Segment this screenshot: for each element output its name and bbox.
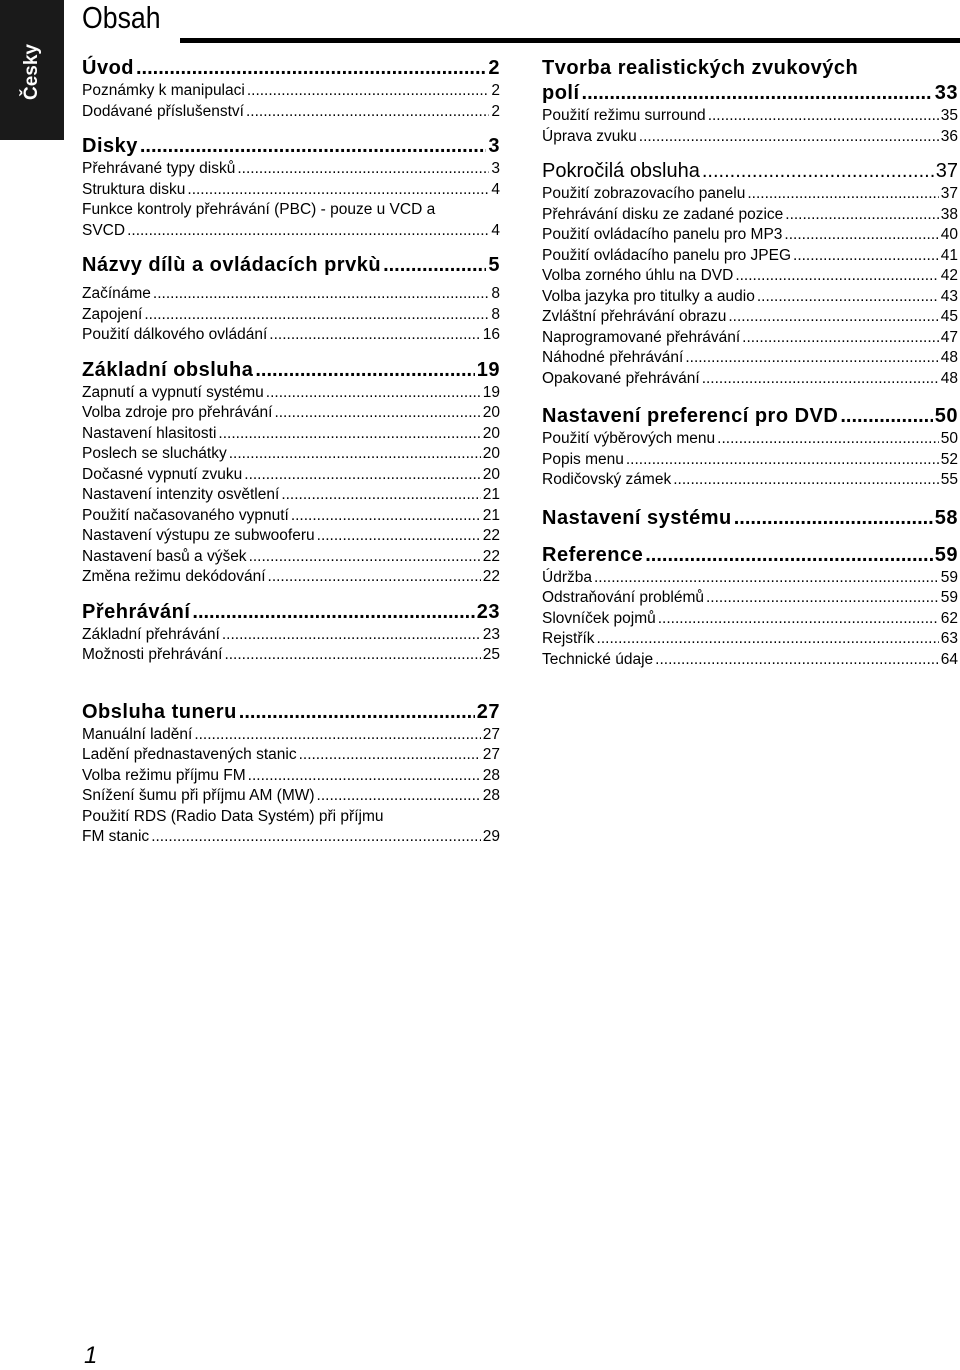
toc-entry[interactable]: Nastavení výstupu ze subwooferu ..... 22: [82, 526, 500, 547]
toc-entry[interactable]: FM stanic ..... 29: [82, 827, 500, 848]
toc-heading[interactable]: Úvod ..... 2: [82, 56, 500, 81]
toc-section-zakladni-obsluha: [82, 358, 500, 588]
toc-entry[interactable]: Funkce kontroly přehrávání (PBC) - pouze u VCD a: [82, 201, 436, 218]
toc-entry[interactable]: Nastavení hlasitosti ..... 20: [82, 424, 500, 445]
toc-section-tuner: [82, 700, 500, 848]
toc-heading[interactable]: Přehrávání ..... 23: [82, 600, 500, 625]
toc-entry[interactable]: Zapojení ..... 8: [82, 305, 500, 326]
toc-entry[interactable]: Použití ovládacího panelu pro JPEG ..... 41: [542, 246, 958, 267]
toc-section-disky: [82, 134, 500, 241]
page-number: 1: [84, 1342, 98, 1369]
toc-heading[interactable]: Nastavení preferencí pro DVD ..... 50: [542, 404, 958, 429]
toc-entry[interactable]: Použití ovládacího panelu pro MP3 ..... 40: [542, 225, 958, 246]
toc-entry[interactable]: Nastavení basů a výšek ..... 22: [82, 547, 500, 568]
toc-heading[interactable]: Názvy dílù a ovládacích prvkù ..... 5: [82, 253, 500, 278]
toc-section-pokrocila: [542, 159, 958, 389]
toc-heading[interactable]: Pokročilá obsluha ..... 37: [542, 159, 958, 184]
toc-entry[interactable]: Dočasné vypnutí zvuku ..... 20: [82, 465, 500, 486]
toc-heading-line[interactable]: Tvorba realistických zvukových: [542, 57, 859, 79]
toc-entry[interactable]: Volba zorného úhlu na DVD ..... 42: [542, 266, 958, 287]
toc-heading[interactable]: Základní obsluha ..... 19: [82, 358, 500, 383]
toc-section-reference: [542, 543, 958, 671]
toc-entry[interactable]: Dodávané příslušenství ..... 2: [82, 102, 500, 123]
toc-entry[interactable]: Technické údaje ..... 64: [542, 650, 958, 671]
toc-entry[interactable]: Použití zobrazovacího panelu ..... 37: [542, 184, 958, 205]
toc-entry[interactable]: Zvláštní přehrávání obrazu ..... 45: [542, 307, 958, 328]
toc-entry[interactable]: Struktura disku ..... 4: [82, 180, 500, 201]
page-title: Obsah: [82, 0, 161, 35]
toc-section-nazvy: [82, 253, 500, 346]
toc-heading[interactable]: polí ..... 33: [542, 81, 958, 106]
toc-entry[interactable]: Náhodné přehrávání ..... 48: [542, 348, 958, 369]
toc-section-nastaveni-systemu: [542, 506, 958, 531]
toc-heading[interactable]: Reference ..... 59: [542, 543, 958, 568]
toc-entry[interactable]: Použití načasovaného vypnutí ..... 21: [82, 506, 500, 527]
toc-entry[interactable]: Poslech se sluchátky ..... 20: [82, 444, 500, 465]
toc-entry[interactable]: Volba zdroje pro přehrávání ..... 20: [82, 403, 500, 424]
toc-entry[interactable]: Manuální ladění ..... 27: [82, 725, 500, 746]
toc-entry[interactable]: Slovníček pojmů ..... 62: [542, 609, 958, 630]
toc-entry[interactable]: Volba režimu příjmu FM ..... 28: [82, 766, 500, 787]
toc-section-zvukova-pole: [542, 56, 958, 147]
toc-entry[interactable]: Přehrávání disku ze zadané pozice ..... 38: [542, 205, 958, 226]
toc-entry[interactable]: Naprogramované přehrávání ..... 47: [542, 328, 958, 349]
toc-section-uvod: [82, 56, 500, 122]
toc-entry[interactable]: Snížení šumu při příjmu AM (MW) ..... 28: [82, 786, 500, 807]
toc-entry[interactable]: Zapnutí a vypnutí systému ..... 19: [82, 383, 500, 404]
toc-entry[interactable]: Opakované přehrávání ..... 48: [542, 369, 958, 390]
toc-entry[interactable]: Nastavení intenzity osvětlení ..... 21: [82, 485, 500, 506]
toc-entry[interactable]: Použití RDS (Radio Data Systém) při příjmu: [82, 807, 384, 825]
toc-entry[interactable]: Ladění přednastavených stanic ..... 27: [82, 745, 500, 766]
toc-heading[interactable]: Disky ..... 3: [82, 134, 500, 159]
toc-entry[interactable]: Základní přehrávání ..... 23: [82, 625, 500, 646]
toc-entry[interactable]: Změna režimu dekódování ..... 22: [82, 567, 500, 588]
language-tab: [0, 0, 64, 140]
toc-entry[interactable]: Použití režimu surround ..... 35: [542, 106, 958, 127]
toc-entry[interactable]: Údržba ..... 59: [542, 568, 958, 589]
toc-entry[interactable]: Použití výběrových menu ..... 50: [542, 429, 958, 450]
toc-entry[interactable]: Úprava zvuku ..... 36: [542, 127, 958, 148]
toc-heading[interactable]: Nastavení systému ..... 58: [542, 506, 958, 531]
toc-entry[interactable]: Poznámky k manipulaci ..... 2: [82, 81, 500, 102]
language-tab-label: Česky: [21, 44, 42, 100]
toc-entry[interactable]: Použití dálkového ovládání ..... 16: [82, 325, 500, 346]
toc-entry[interactable]: Odstraňování problémů ..... 59: [542, 588, 958, 609]
toc-entry[interactable]: Rejstřík ..... 63: [542, 629, 958, 650]
toc-heading[interactable]: Obsluha tuneru ..... 27: [82, 700, 500, 725]
toc-section-preference-dvd: [542, 404, 958, 491]
toc-entry[interactable]: Přehrávané typy disků ..... 3: [82, 159, 500, 180]
toc-entry[interactable]: Volba jazyka pro titulky a audio ..... 43: [542, 287, 958, 308]
toc-entry[interactable]: Začínáme ..... 8: [82, 284, 500, 305]
toc-entry[interactable]: Popis menu ..... 52: [542, 450, 958, 471]
toc-section-prehravani: [82, 600, 500, 666]
toc-left-column: [82, 56, 500, 848]
toc-right-column: [542, 56, 958, 670]
toc-entry[interactable]: Možnosti přehrávání ..... 25: [82, 645, 500, 666]
toc-entry[interactable]: SVCD ..... 4: [82, 221, 500, 242]
toc-entry[interactable]: Rodičovský zámek ..... 55: [542, 470, 958, 491]
title-rule: [180, 38, 960, 43]
